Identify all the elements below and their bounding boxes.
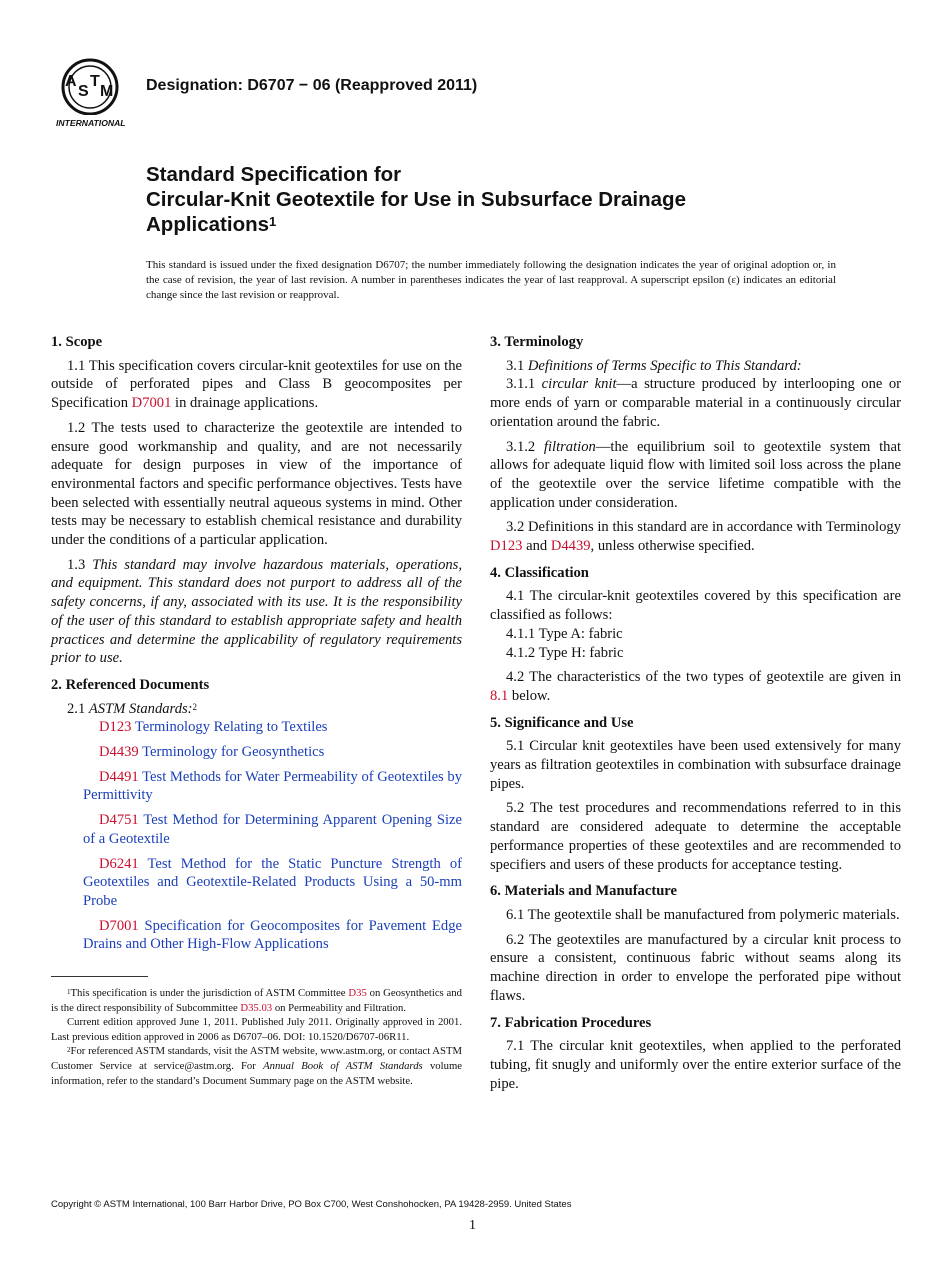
title-footnote-mark[interactable]: 1 — [269, 214, 277, 229]
section-2-1: 2.1 ASTM Standards:$^2$ — [67, 700, 198, 717]
issue-note: This standard is issued under the fixed designation D6707; the number immediately following the designation indicates the year of original adoption or, in the case of revision, the year of last revision. A number in parentheses indicates the year of last reapproval. A superscript epsilon (ε) indicates an editorial change since the last revision or reapproval. — [146, 259, 836, 301]
link-8-1[interactable]: 8.1 — [490, 687, 509, 704]
section-7-1: 7.1 The circular knit geotextiles, when applied to the perforated tubing, fit snugly and uniformly over the entire exterior surface of the pipe. — [490, 1038, 901, 1092]
right-column — [490, 333, 901, 1099]
svg-text:M: M — [100, 83, 114, 100]
section-2-heading: 2. Referenced Documents — [51, 676, 210, 693]
footnote-divider — [51, 976, 148, 977]
section-3-1-1: 3.1.1 circular knit—a structure produced by interlooping one or more ends of yarn or comparable material in a continuously circular orientation around the fabric. — [490, 376, 901, 430]
reference-list — [51, 718, 462, 954]
left-column — [51, 333, 462, 960]
section-1-heading: 1. Scope — [51, 334, 103, 350]
footnote-2: $^2$For referenced ASTM standards, visit the ASTM website, www.astm.org, or contact ASTM Customer Service at service@astm.org. For Annual Book of ASTM Standards volume information, refer to the standard’s Document Summary page on the ASTM website. — [51, 1045, 463, 1087]
svg-text:S: S — [78, 83, 89, 100]
section-5-1: 5.1 Circular knit geotextiles have been used extensively for many years as filtration geotextiles in combination with subsurface drainage pipes. — [490, 738, 901, 792]
footnotes — [51, 986, 462, 1088]
section-3-2: 3.2 Definitions in this standard are in accordance with Terminology D123 and D4439, unless otherwise specified. — [490, 519, 901, 555]
reference-item[interactable]: D7001 Specification for Geocomposites for Pavement Edge Drains and Other High-Flow Applications — [83, 917, 462, 953]
section-6-1: 6.1 The geotextile shall be manufactured from polymeric materials. — [506, 906, 900, 923]
section-4-1-1: 4.1.1 Type A: fabric — [506, 625, 623, 642]
svg-text:INTERNATIONAL: INTERNATIONAL — [56, 118, 126, 128]
title-line-1: Standard Specification for — [146, 163, 402, 186]
section-4-1-2: 4.1.2 Type H: fabric — [506, 644, 624, 661]
document-title — [146, 162, 866, 237]
title-line-2: Circular-Knit Geotextile for Use in Subsurface Drainage — [146, 188, 686, 211]
section-3-1-2: 3.1.2 filtration—the equilibrium soil to geotextile system that allows for adequate liquid flow with limited soil loss across the plane of the geotextile over the service lifetime compatible with the application under consideration. — [490, 438, 901, 511]
page-number: 1 — [469, 1218, 476, 1233]
astm-logo — [52, 57, 134, 133]
footnote-1: $^1$This specification is under the jurisdiction of ASTM Committee D35 on Geosynthetics and is the direct responsibility of Subcommittee D35.03 on Permeability and Filtration. — [51, 987, 462, 1014]
section-5-heading: 5. Significance and Use — [490, 714, 634, 731]
link-d4439[interactable]: D4439 — [550, 538, 591, 555]
section-4-2: 4.2 The characteristics of the two types of geotextile are given in 8.1 below. — [490, 669, 901, 704]
section-6-heading: 6. Materials and Manufacture — [490, 883, 677, 900]
reference-item[interactable]: D4751 Test Method for Determining Apparent Opening Size of a Geotextile — [83, 812, 462, 847]
section-3-1: 3.1 Definitions of Terms Specific to This Standard: — [506, 357, 802, 374]
link-d35-03[interactable]: D35.03 — [240, 1001, 273, 1014]
designation: Designation: D6707 − 06 (Reapproved 2011) — [146, 77, 478, 94]
svg-text:A: A — [65, 73, 77, 90]
link-d7001[interactable]: D7001 — [131, 395, 172, 412]
section-1-3: 1.3 This standard may involve hazardous materials, operations, and equipment. This standard does not purport to address all of the safety concerns, if any, associated with its use. It is the responsibility of the user of this standard to establish appropriate safety and health practices and determine the applicability of regulatory requirements prior to use. — [51, 556, 463, 667]
section-1-1: 1.1 This specification covers circular-knit geotextiles for use on the outside of perforated pipes and Class B geocomposites per Specification D7001 in drainage applications. — [51, 357, 462, 412]
link-d123[interactable]: D123 — [490, 538, 523, 555]
section-1-2: 1.2 The tests used to characterize the geotextile are intended to ensure good workmanship and quality, and are not necessarily adequate for design purposes in view of the importance of environmental factors and specific performance objectives. Tests have been selected with essentially neutral aqueous systems in mind. Other tests may be necessary to establish chemical resistance and durability under the conditions of a particular application. — [51, 419, 462, 549]
link-d35[interactable]: D35 — [348, 987, 367, 999]
reference-item[interactable]: D4491 Test Methods for Water Permeability of Geotextiles by Permittivity — [83, 768, 462, 804]
section-7-heading: 7. Fabrication Procedures — [490, 1014, 652, 1031]
title-line-3: Applications$^1$ — [146, 213, 277, 236]
footnote-1-edition: Current edition approved June 1, 2011. Published July 2011. Originally approved in 2001. Last previous edition approved in 2006 as D6707–06. DOI: 10.1520/D6707-06R11. — [51, 1016, 462, 1043]
section-5-2: 5.2 The test procedures and recommendations referred to in this standard are considered adequate to determine the acceptable performance properties of these geotextiles and are recommended to specifiers and users of these products for acceptance testing. — [490, 800, 901, 873]
copyright: Copyright © ASTM International, 100 Barr Harbor Drive, PO Box C700, West Conshohocken, PA 19428-2959. United States — [51, 1199, 572, 1210]
reference-item[interactable]: D6241 Test Method for the Static Puncture Strength of Geotextiles and Geotextile-Related Products Using a 50-mm Probe — [83, 855, 462, 909]
reference-item[interactable]: D4439 Terminology for Geosynthetics — [99, 744, 325, 761]
reference-item[interactable]: D123 Terminology Relating to Textiles — [99, 719, 328, 736]
section-4-heading: 4. Classification — [490, 564, 589, 581]
footnote-mark-2[interactable]: 2 — [192, 701, 198, 712]
section-3-heading: 3. Terminology — [490, 334, 584, 350]
section-6-2: 6.2 The geotextiles are manufactured by a circular knit process to ensure a consistent, continuous fabric without seams along its machine direction in order to envelope the perforated pipe without flaws. — [490, 931, 901, 1004]
svg-text:T: T — [90, 73, 100, 90]
section-4-1: 4.1 The circular-knit geotextiles covered by this specification are classified as follows: — [490, 588, 901, 624]
